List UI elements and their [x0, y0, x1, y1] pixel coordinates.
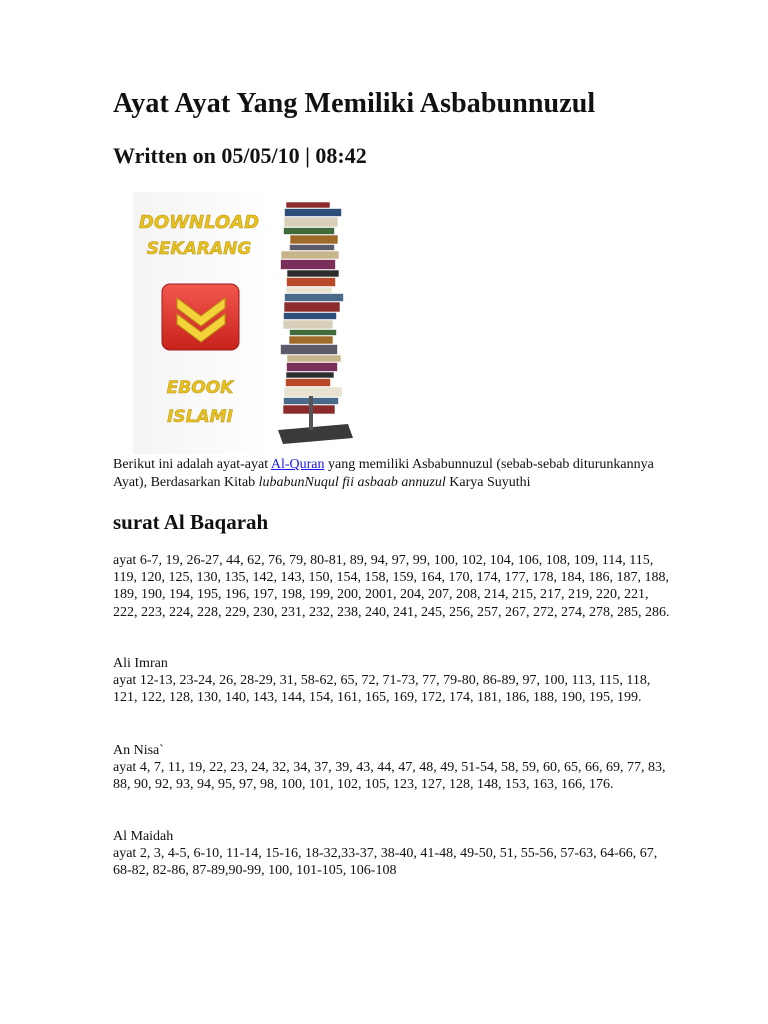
post-date: Written on 05/05/10 | 08:42: [113, 143, 367, 168]
book-spine: [286, 287, 332, 293]
book-spine: [284, 302, 340, 312]
surah-name: Ali Imran: [113, 656, 168, 671]
ebook-banner[interactable]: [133, 192, 363, 454]
baqarah-verses: ayat 6-7, 19, 26-27, 44, 62, 76, 79, 80-81, 89, 94, 97, 99, 100, 102, 104, 106, 108, 109, 114, 115, 119, 120, 125, 130, 135, 142, 143, 150, 154, 158, 159, 164, 170, 174, 177, 178, 184, 186, 187, 188, 189, 190, 194, 195, 196, 197, 198, 199, 200, 2001, 204, 207, 208, 214, 215, 217, 219, 220, 221, 222, 223, 224, 228, 229, 230, 231, 232, 238, 240, 241, 245, 256, 257, 267, 272, 274, 278, 285, 286.: [113, 553, 670, 620]
book-spine: [281, 345, 338, 355]
verse-list: ayat 4, 7, 11, 19, 22, 23, 24, 32, 34, 37, 39, 43, 44, 47, 48, 49, 51-54, 58, 59, 60, 65, 66, 69, 77, 83, 88, 90, 92, 93, 94, 95, 97, 98, 100, 101, 102, 105, 123, 127, 128, 148, 153, 163, 166, 176.: [113, 760, 666, 793]
book-spine: [285, 209, 342, 217]
book-spine: [281, 260, 336, 270]
book-spine: [287, 355, 341, 362]
banner-line2: SEKARANG: [146, 239, 252, 259]
book-spine: [290, 235, 338, 244]
al-quran-link[interactable]: Al-Quran: [270, 457, 325, 472]
book-spine: [287, 270, 339, 277]
banner-line1: DOWNLOAD: [138, 212, 260, 233]
ali-imran-section: [113, 655, 673, 707]
book-spine: [284, 313, 337, 320]
book-spine: [284, 387, 342, 397]
verse-list: ayat 2, 3, 4-5, 6-10, 11-14, 15-16, 18-32,33-37, 38-40, 41-48, 49-50, 51, 55-56, 57-63, 64-66, 67, 68-82, 82-86, 87-89,90-99, 100, 101-105, 106-108: [113, 846, 658, 879]
book-tower-image: [281, 202, 344, 414]
book-spine: [287, 363, 338, 372]
book-spine: [290, 330, 337, 336]
download-arrow-icon: [162, 284, 239, 350]
book-title: lubabunNuqul fii asbaab annuzul: [258, 474, 446, 490]
book-spine: [284, 228, 335, 235]
book-spine: [284, 217, 338, 227]
section-heading: surat Al Baqarah: [113, 510, 269, 534]
book-spine: [281, 251, 339, 259]
book-spine: [286, 202, 330, 208]
book-spine: [283, 320, 333, 329]
book-spine: [285, 294, 344, 302]
intro-paragraph: Berikut ini adalah ayat-ayat Al-Quran yang memiliki Asbabunnuzul (sebab-sebab diturunkannya Ayat), Berdasarkan Kitab lubabunNuqul fii asbaab annuzul Karya Suyuthi: [113, 457, 654, 490]
al-maidah-section: [113, 828, 673, 880]
book-spine: [290, 245, 335, 251]
book-spine: [289, 336, 333, 344]
banner-line4: ISLAMI: [167, 407, 233, 427]
banner-line3: EBOOK: [166, 378, 234, 398]
book-spine: [286, 372, 334, 378]
an-nisa-section: [113, 742, 673, 794]
surah-name: Al Maidah: [113, 829, 174, 844]
book-spine: [287, 278, 336, 287]
verse-list: ayat 12-13, 23-24, 26, 28-29, 31, 58-62, 65, 72, 71-73, 77, 79-80, 86-89, 97, 100, 113, 115, 118, 121, 122, 128, 130, 140, 143, 144, 154, 161, 165, 169, 172, 174, 181, 186, 188, 190, 195, 199.: [113, 673, 651, 706]
book-spine: [286, 379, 331, 387]
page-title: Ayat Ayat Yang Memiliki Asbabunnuzul: [113, 88, 596, 119]
surah-name: An Nisa`: [113, 743, 164, 758]
